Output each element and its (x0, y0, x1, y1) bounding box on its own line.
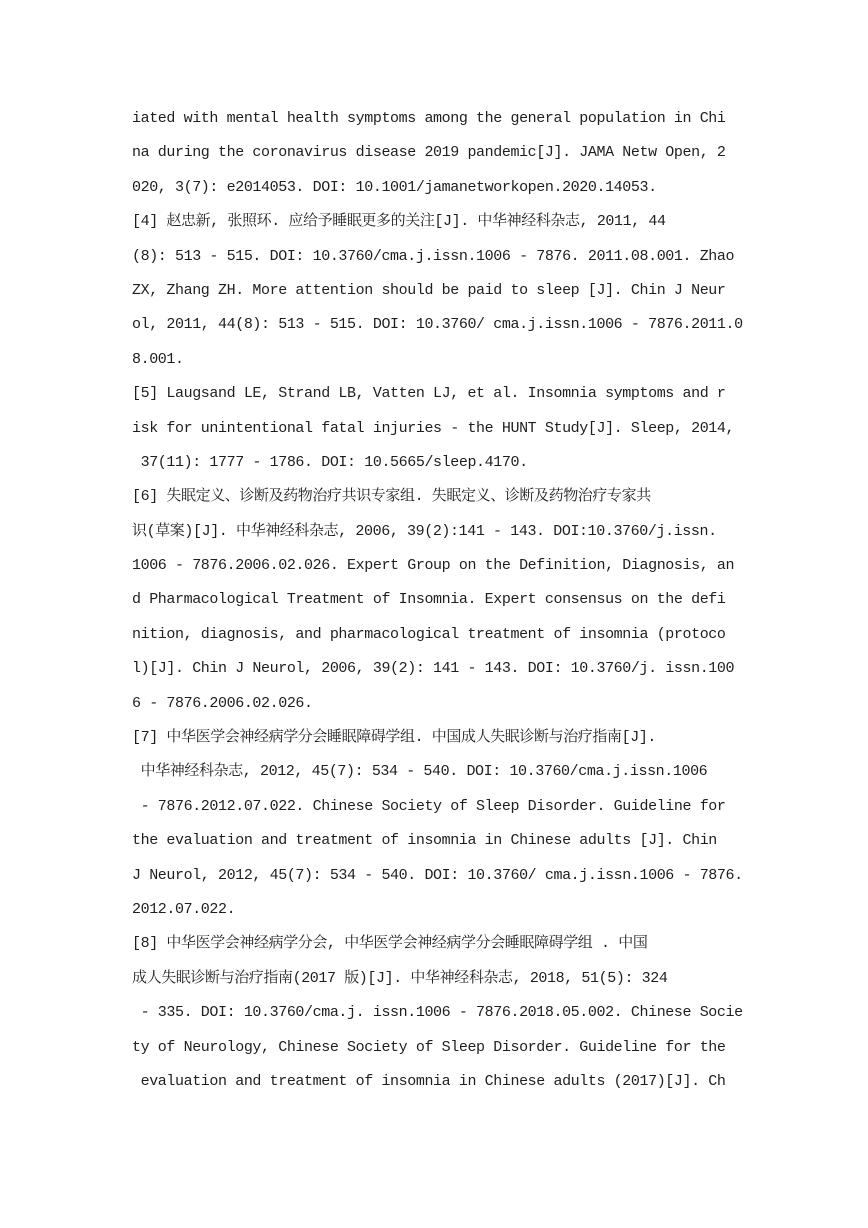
reference-text-line: the evaluation and treatment of insomnia in Chinese adults [J]. Chin (132, 832, 717, 850)
reference-text-line: - 335. DOI: 10.3760/cma.j. issn.1006 - 7876.2018.05.002. Chinese Socie (132, 1004, 743, 1022)
reference-text-line: - 7876.2012.07.022. Chinese Society of Sleep Disorder. Guideline for (132, 797, 726, 815)
reference-text-line: 37(11): 1777 - 1786. DOI: 10.5665/sleep.4170. (132, 453, 528, 471)
reference-text-line: 020, 3(7): e2014053. DOI: 10.1001/jamanetworkopen.2020.14053. (132, 178, 657, 196)
reference-text-line: 成人失眠诊断与治疗指南(2017 版)[J]. 中华神经科杂志, 2018, 51(5): 324 (132, 969, 668, 987)
reference-text-line: 8.001. (132, 350, 184, 368)
reference-text-line: [5] Laugsand LE, Strand LB, Vatten LJ, et al. Insomnia symptoms and r (132, 385, 726, 403)
reference-text-line: ol, 2011, 44(8): 513 - 515. DOI: 10.3760/ cma.j.issn.1006 - 7876.2011.0 (132, 316, 743, 334)
reference-text-line: 2012.07.022. (132, 900, 236, 918)
reference-text-line: J Neurol, 2012, 45(7): 534 - 540. DOI: 10.3760/ cma.j.issn.1006 - 7876. (132, 866, 743, 884)
reference-text-line: ty of Neurology, Chinese Society of Sleep Disorder. Guideline for the (132, 1038, 726, 1056)
reference-text-line: [8] 中华医学会神经病学分会, 中华医学会神经病学分会睡眠障碍学组 . 中国 (132, 935, 648, 953)
reference-text-line: isk for unintentional fatal injuries - the HUNT Study[J]. Sleep, 2014, (132, 419, 735, 437)
reference-text-line: evaluation and treatment of insomnia in Chinese adults (2017)[J]. Ch (132, 1072, 726, 1090)
reference-text-line: 识(草案)[J]. 中华神经科杂志, 2006, 39(2):141 - 143. DOI:10.3760/j.issn. (132, 522, 717, 540)
reference-text-line: 中华神经科杂志, 2012, 45(7): 534 - 540. DOI: 10.3760/cma.j.issn.1006 (132, 763, 708, 781)
references-text-block (132, 102, 752, 1099)
reference-text-line: d Pharmacological Treatment of Insomnia. Expert consensus on the defi (132, 591, 726, 609)
reference-text-line: l)[J]. Chin J Neurol, 2006, 39(2): 141 - 143. DOI: 10.3760/j. issn.100 (132, 660, 735, 678)
reference-text-line: iated with mental health symptoms among the general population in Chi (132, 110, 726, 127)
reference-text-line: nition, diagnosis, and pharmacological treatment of insomnia (protoco (132, 625, 726, 643)
reference-text-line: (8): 513 - 515. DOI: 10.3760/cma.j.issn.1006 - 7876. 2011.08.001. Zhao (132, 247, 735, 265)
reference-text-line: na during the coronavirus disease 2019 pandemic[J]. JAMA Netw Open, 2 (132, 144, 726, 162)
reference-text-line: ZX, Zhang ZH. More attention should be paid to sleep [J]. Chin J Neur (132, 281, 726, 299)
reference-text-line: [4] 赵忠新, 张照环. 应给予睡眠更多的关注[J]. 中华神经科杂志, 2011, 44 (132, 213, 666, 231)
reference-text-line: 1006 - 7876.2006.02.026. Expert Group on the Definition, Diagnosis, an (132, 557, 735, 575)
reference-text-line: [7] 中华医学会神经病学分会睡眠障碍学组. 中国成人失眠诊断与治疗指南[J]. (132, 729, 657, 747)
reference-text-line: 6 - 7876.2006.02.026. (132, 694, 313, 712)
reference-text-line: [6] 失眠定义、诊断及药物治疗共识专家组. 失眠定义、诊断及药物治疗专家共 (132, 488, 651, 506)
